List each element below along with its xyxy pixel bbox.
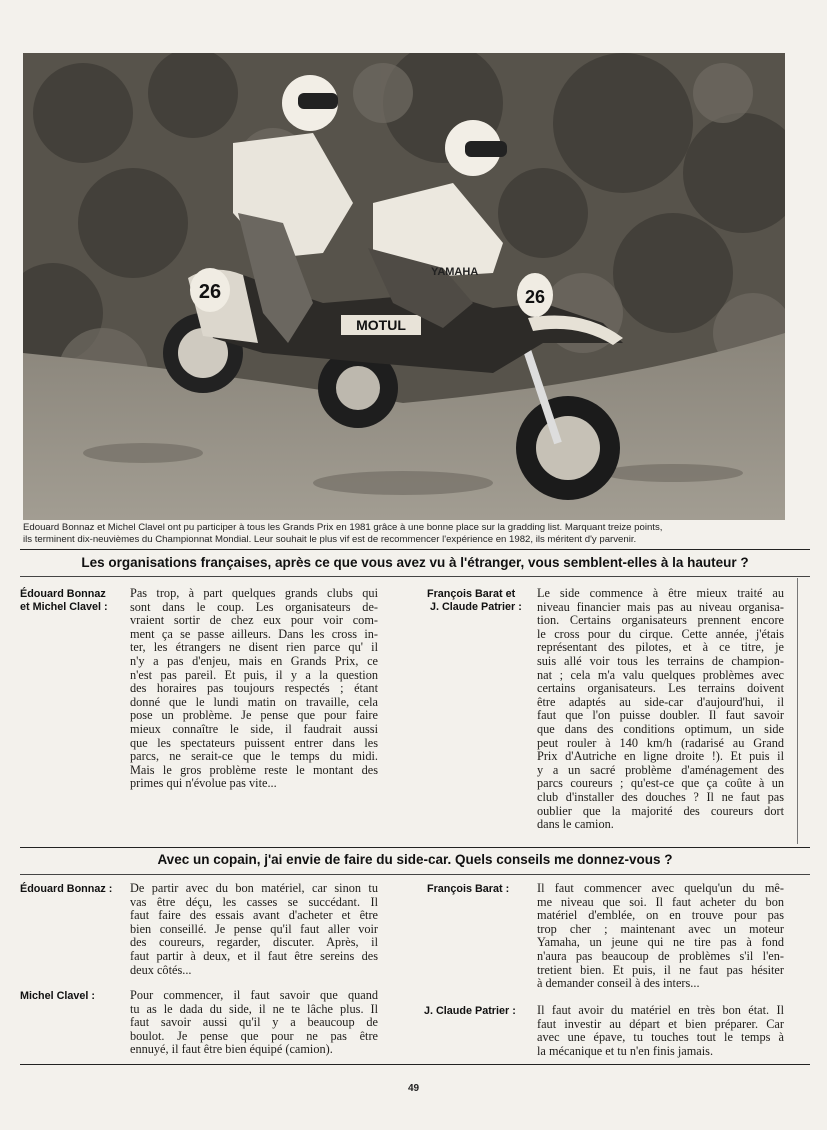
answer-line: n'y a pas d'enjeu, mais en Grands Prix, ce <box>130 653 378 668</box>
answer-barat-patrier <box>537 587 784 832</box>
answer-line: des coureurs, regarder, discuter. Après, il <box>130 935 378 950</box>
speaker-barat: François Barat : <box>427 883 510 895</box>
answer-line: la mécanique et tu n'en finis jamais. <box>537 1043 714 1058</box>
answer-line: trop cher ; maintenant avec un moteur <box>537 921 784 936</box>
answer-line: avec une épave, tu touches tout le temps à <box>537 1030 784 1045</box>
answer-line: Mais le gros problème reste le montant des <box>130 762 378 777</box>
speaker-bonnaz: Édouard Bonnaz : <box>20 883 113 895</box>
question-1: Les organisations françaises, après ce que vous avez vu à l'étranger, vous semblent-elles à la hauteur ? <box>81 555 749 570</box>
speaker-line: J. Claude Patrier : <box>430 600 522 613</box>
answer-line: donné que le lundi matin on travaille, cela <box>130 694 378 709</box>
answer-line: Pas trop, à part quelques grands clubs qui <box>130 586 378 600</box>
answer-line: Il faut commencer avec quelqu'un du mê- <box>537 881 784 895</box>
answer-line: nat ; cela m'a valu quelques problèmes avec <box>537 667 784 682</box>
sidecar-photo <box>23 53 785 520</box>
speaker-line: et Michel Clavel : <box>20 600 108 613</box>
answer-line: faut faire des essais avant d'acheter et être <box>130 908 378 923</box>
answer-line: peut rouler à 140 km/h (radarisé au Grand <box>537 735 784 750</box>
caption-divider <box>20 549 810 550</box>
answer-line: De partir avec du bon matériel, car sinon tu <box>130 881 378 895</box>
column-edge-rule <box>797 578 798 844</box>
answer-line: bien conseillé. Je pense qu'il faut aller voir <box>130 921 378 936</box>
answer-barat <box>537 882 784 991</box>
question-2: Avec un copain, j'ai envie de faire du side-car. Quels conseils me donnez-vous ? <box>157 852 673 867</box>
answer-line: que dans des conditions optimum, un side <box>537 721 784 736</box>
answer-line: parcs coureurs ; qu'est-ce que ça coûte à un <box>537 776 784 791</box>
question-1-divider <box>20 576 810 577</box>
answer-line: boulot. Je pense que pour ne pas être <box>130 1028 378 1043</box>
answer-line: tion. Certains organisateurs prennent encore <box>537 613 784 628</box>
speaker-clavel: Michel Clavel : <box>20 990 96 1002</box>
answer-line: dans le camion. <box>537 817 614 832</box>
answer-line: à demander conseil à des inters... <box>537 976 700 991</box>
speaker-line: François Barat et <box>427 588 516 600</box>
answer-line: représentant des pilotes, et à ce titre, je <box>537 640 784 655</box>
answer-line: ter, les étrangers ne disent rien parce qu' il <box>130 640 378 655</box>
answer-line: parcs, ne serait-ce que le temps du midi. <box>130 749 378 764</box>
motul-logo: MOTUL <box>356 317 406 333</box>
speaker-patrier: J. Claude Patrier : <box>424 1005 516 1017</box>
answer-line: faut que l'on puisse doubler. Il faut savoir <box>537 708 784 723</box>
answer-line: Il faut avoir du matériel en très bon état. Il <box>537 1003 784 1017</box>
answer-line: vraient sortir de chez eux pour voir com- <box>130 613 378 628</box>
answer-line: faut partir à deux, et il faut être sereins des <box>130 948 378 963</box>
answer-line: n'aura pas beaucoup de problèmes s'il l'en- <box>537 948 784 963</box>
page-number: 49 <box>407 1083 420 1094</box>
answer-line: ment ça se passe ailleurs. Dans les cross in- <box>130 626 378 641</box>
answer-line: matériel d'emblée, on en trouve pour pas <box>537 908 784 923</box>
answer-line: être adaptés au side-car d'aujourd'hui, il <box>537 694 784 709</box>
bike-number-plate: 26 <box>524 287 546 307</box>
answer-line: Yamaha, un jeune qui ne tire pas à fond <box>537 935 784 950</box>
speaker-line: Édouard Bonnaz <box>20 588 106 600</box>
answer-line: n'est pas pareil. Et puis, il y a la question <box>130 667 378 682</box>
bottom-divider <box>20 1064 810 1065</box>
answer-line: deux côtés... <box>130 962 192 977</box>
answer-line: vas être déçu, les casses se succédant. Il <box>130 894 378 909</box>
photo-caption <box>23 522 803 546</box>
section-divider <box>20 847 810 848</box>
answer-line: pose un problème. Je pense que pour faire <box>130 708 378 723</box>
sidecar-illustration <box>23 53 785 520</box>
answer-line: oublier que la majorité des coureurs dort <box>537 803 784 818</box>
answer-line: Le side commence à être mieux traité au <box>537 586 784 600</box>
caption-line-1: Edouard Bonnaz et Michel Clavel ont pu participer à tous les Grands Prix en 1981 grâce à une bonne place sur la gradding list. Marquant treize points, <box>23 522 663 533</box>
answer-line: que les spectateurs puissent entrer dans les <box>130 735 378 750</box>
answer-line: des horaires pas toujours respectés ; étant <box>130 681 378 696</box>
caption-line-2: ils terminent dix-neuvièmes du Championnat Mondial. Leur souhait le plus vif est de recommencer l'expérience en 1982, ils méritent d'y parvenir. <box>23 534 637 545</box>
rider-number-plate: 26 <box>198 281 222 303</box>
answer-bonnaz-clavel <box>130 587 378 791</box>
answer-line: niveau financier mais pas au niveau organisa- <box>537 599 784 614</box>
answer-line: club d'installer des douches ? Il ne faut pas <box>537 789 784 804</box>
answer-line: Pour commencer, il faut savoir que quand <box>130 988 378 1002</box>
answer-bonnaz <box>130 882 378 977</box>
answer-line: sont dans le coup. Les organisateurs de- <box>130 599 378 614</box>
answer-patrier <box>537 1004 784 1058</box>
answer-line: faut savoir aussi qu'il y a beaucoup de <box>130 1015 378 1030</box>
answer-line: y a un sacré problème d'aménagement des <box>537 762 784 777</box>
answer-line: me niveau que soi. Il faut acheter du bon <box>537 894 784 909</box>
answer-line: faut investir au départ et bien préparer. Car <box>537 1016 784 1031</box>
answer-line: Prix d'Autriche en ligne droite !). Et puis il <box>537 749 784 764</box>
answer-line: suis allé voir tous les terrains de champion- <box>537 653 784 668</box>
speaker-barat-patrier <box>427 588 522 613</box>
question-2-divider <box>20 874 810 875</box>
answer-line: tu as le dada du side, il ne te lâche plus. Il <box>130 1001 378 1016</box>
answer-line: certains organisateurs. Les terrains doivent <box>537 681 784 696</box>
answer-line: tretient bien. Et puis, il ne faut pas hésiter <box>537 962 784 977</box>
answer-line: primes qui n'évolue pas vite... <box>130 776 277 791</box>
yamaha-tank-text: YAMAHA <box>431 266 479 278</box>
speaker-bonnaz-clavel <box>20 588 108 613</box>
answer-line: le cross pour du cirque. Cette année, j'étais <box>537 626 784 641</box>
answer-line: mieux connaître le side, il faudrait aussi <box>130 721 378 736</box>
answer-clavel <box>130 989 378 1057</box>
answer-line: ennuyé, il faut être bien équipé (camion). <box>130 1042 333 1057</box>
